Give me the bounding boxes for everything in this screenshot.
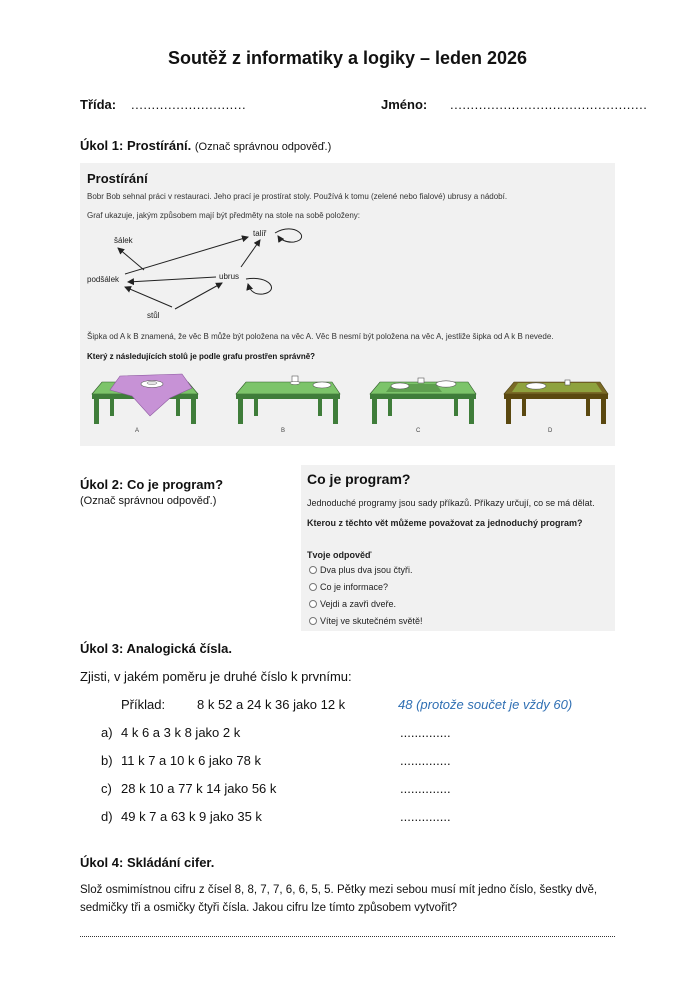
task2-panel-title: Co je program?	[307, 471, 411, 487]
task3-item-c-letter: c)	[101, 781, 112, 796]
class-label: Třída:	[80, 97, 117, 112]
task3-example-answer: 48 (protože součet je vždy 60)	[398, 697, 573, 712]
placement-graph	[80, 221, 320, 326]
task2-panel-intro: Jednoduché programy jsou sady příkazů. Příkazy určují, co se má dělat.	[307, 498, 595, 508]
task1-panel-title: Prostírání	[87, 171, 148, 186]
graph-node-stul: stůl	[147, 311, 160, 320]
task3-item-a-letter: a)	[101, 725, 113, 740]
task2-panel	[301, 465, 615, 631]
task3-item-b-text: 11 k 7 a 10 k 6 jako 78 k	[121, 753, 261, 768]
task3-item-b-letter: b)	[101, 753, 113, 768]
edge-podsalek-salek	[118, 248, 144, 270]
task2-option-1-label: Dva plus dva jsou čtyři.	[320, 565, 413, 575]
table-label-a: A	[135, 428, 140, 434]
table-label-c: C	[416, 428, 421, 434]
task2-option-4-label: Vítej ve skutečném světě!	[320, 616, 423, 626]
edge-stul-ubrus	[175, 283, 222, 309]
task1-panel-question: Který z následujících stolů je podle grafu prostřen správně?	[87, 352, 316, 361]
task1-panel-rule: Šipka od A k B znamená, že věc B může být položena na věc A. Věc B nesmí být položena na věc A, jestliže šipka od A k B nevede.	[87, 332, 554, 341]
task3-item-d-text: 49 k 7 a 63 k 9 jako 35 k	[121, 809, 262, 824]
task3-item-a-text: 4 k 6 a 3 k 8 jako 2 k	[121, 725, 241, 740]
task1-heading-text: Úkol 1: Prostírání.	[80, 138, 192, 153]
task3-item-c-blank[interactable]: ..............	[400, 781, 451, 796]
task2-panel-question: Kterou z těchto vět můžeme považovat za jednoduchý program?	[307, 518, 583, 528]
tables-illustration	[80, 366, 615, 438]
radio-button[interactable]	[309, 600, 317, 608]
task3-item-b-blank[interactable]: ..............	[400, 753, 451, 768]
task3-item-d-blank[interactable]: ..............	[400, 809, 451, 824]
edge-ubrus-talir	[241, 240, 260, 267]
task3-example-label: Příklad:	[121, 697, 166, 712]
table-option-c[interactable]	[370, 378, 476, 434]
task2-option-1[interactable]	[309, 565, 413, 575]
task4-line2: sedmičky tři a osmičky čtyři čísla. Jakou cifru lze tímto způsobem vytvořit?	[80, 902, 458, 914]
task4-answer-line[interactable]	[80, 936, 615, 937]
task2-option-2[interactable]	[309, 582, 388, 592]
graph-node-salek: šálek	[114, 236, 133, 245]
table-option-b[interactable]	[236, 376, 340, 434]
task3-item-c-text: 28 k 10 a 77 k 14 jako 56 k	[121, 781, 277, 796]
task1-panel	[80, 163, 615, 446]
edge-podsalek-talir	[125, 237, 248, 274]
loop-talir	[275, 229, 302, 242]
radio-button[interactable]	[309, 566, 317, 574]
task3-item-d-letter: d)	[101, 809, 113, 824]
radio-button[interactable]	[309, 583, 317, 591]
task2-option-4[interactable]	[309, 616, 423, 626]
task1-panel-line1: Bobr Bob sehnal práci v restauraci. Jeho prací je prostírat stoly. Používá k tomu (zelené nebo fialové) ubrusy a nádobí.	[87, 192, 508, 201]
loop-ubrus	[246, 278, 271, 294]
task2-option-3-label: Vejdi a zavři dveře.	[320, 599, 397, 609]
task2-option-2-label: Co je informace?	[320, 582, 389, 592]
task1-panel-line2: Graf ukazuje, jakým způsobem mají být předměty na stole na sobě položeny:	[87, 211, 361, 220]
name-label: Jméno:	[381, 97, 428, 112]
page-title: Soutěž z informatiky a logiky – leden 2026	[167, 48, 528, 68]
class-field[interactable]: ............................	[131, 97, 247, 112]
task3-example-text: 8 k 52 a 24 k 36 jako 12 k	[197, 697, 346, 712]
task2-option-3[interactable]	[309, 599, 396, 609]
radio-button[interactable]	[309, 617, 317, 625]
task2-note: (Označ správnou odpověď.)	[80, 495, 217, 507]
graph-node-podsalek: podšálek	[87, 275, 120, 284]
task3-instruction: Zjisti, v jakém poměru je druhé číslo k prvnímu:	[80, 669, 352, 684]
table-label-b: B	[281, 428, 286, 434]
task1-note: (Označ správnou odpověď.)	[194, 141, 332, 153]
graph-node-ubrus: ubrus	[219, 272, 240, 281]
task3-heading: Úkol 3: Analogická čísla.	[80, 641, 232, 656]
task4-line1: Slož osmimístnou cifru z čísel 8, 8, 7, 7, 6, 6, 5, 5. Pětky mezi sebou musí mít jedno číslo, šestky dvě,	[80, 884, 598, 896]
name-field[interactable]: ................................................	[450, 97, 648, 112]
edge-stul-podsalek	[125, 287, 172, 307]
graph-node-talir: talíř	[253, 229, 267, 238]
task2-heading: Úkol 2: Co je program?	[80, 477, 224, 492]
table-label-d: D	[548, 428, 553, 434]
task1-heading	[80, 138, 331, 153]
task4-heading: Úkol 4: Skládání cifer.	[80, 855, 215, 870]
edge-ubrus-podsalek	[128, 277, 216, 282]
table-option-a[interactable]	[92, 374, 198, 434]
table-option-d[interactable]	[504, 380, 608, 434]
task2-answer-label: Tvoje odpověď	[307, 550, 372, 560]
task3-item-a-blank[interactable]: ..............	[400, 725, 451, 740]
